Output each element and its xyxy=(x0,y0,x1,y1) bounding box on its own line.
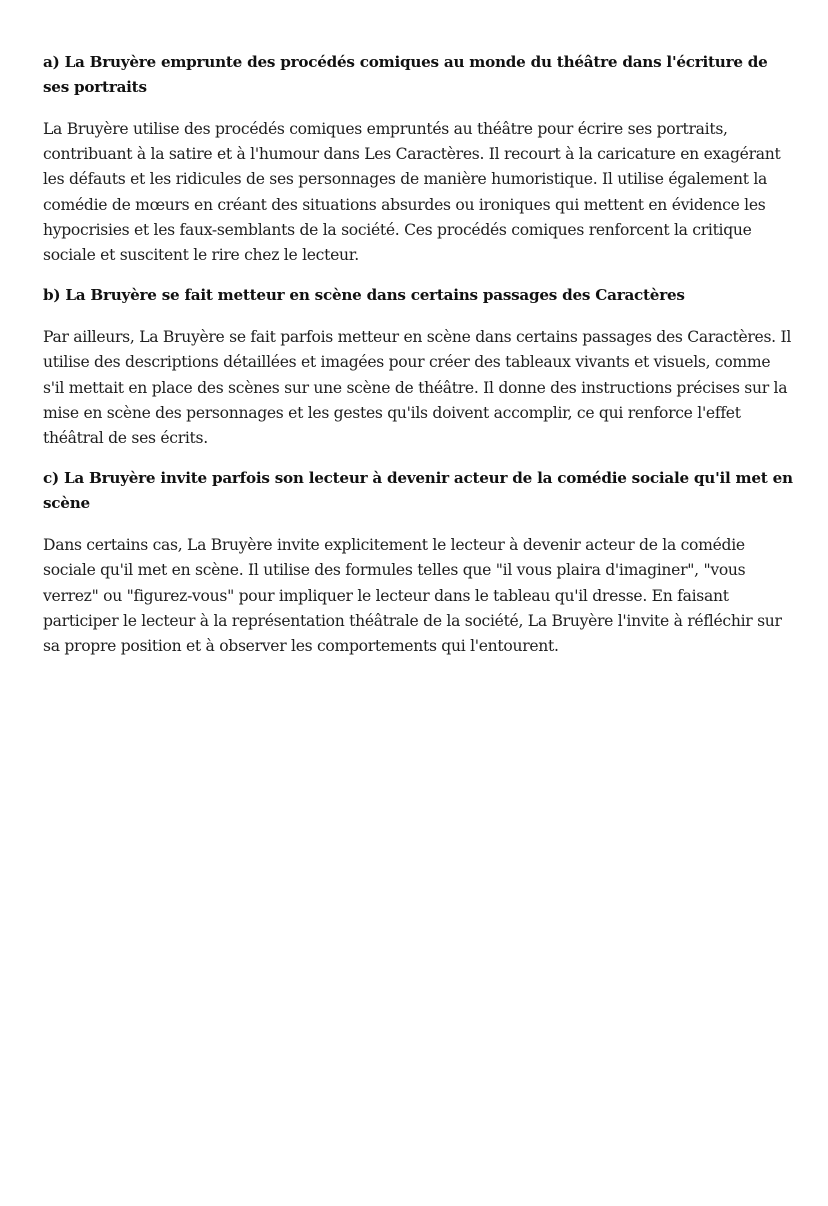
section-c-heading: c) La Bruyère invite parfois son lecteur à devenir acteur de la comédie sociale qu'il met en scène xyxy=(43,469,793,513)
document-page xyxy=(43,50,795,659)
section-a-paragraph: La Bruyère utilise des procédés comiques empruntés au théâtre pour écrire ses portraits, contribuant à la satire et à l'humour dans Les Caractères. Il recourt à la caricature en exagérant les défauts et les ridicules de ses personnages de manière humoristique. Il utilise également la comédie de mœurs en créant des situations absurdes ou ironiques qui mettent en évidence les hypocrisies et les faux-semblants de la société. Ces procédés comiques renforcent la critique sociale et suscitent le rire chez le lecteur. xyxy=(43,120,781,265)
section-a-heading: a) La Bruyère emprunte des procédés comiques au monde du théâtre dans l'écriture de ses portraits xyxy=(43,53,768,96)
section-b-heading: b) La Bruyère se fait metteur en scène dans certains passages des Caractères xyxy=(43,286,685,305)
section-b-paragraph: Par ailleurs, La Bruyère se fait parfois metteur en scène dans certains passages des Caractères. Il utilise des descriptions détaillées et imagées pour créer des tableaux vivants et visuels, comme s'il mettait en place des scènes sur une scène de théâtre. Il donne des instructions précises sur la mise en scène des personnages et les gestes qu'ils doivent accomplir, ce qui renforce l'effet théâtral de ses écrits. xyxy=(43,328,792,448)
section-c-paragraph: Dans certains cas, La Bruyère invite explicitement le lecteur à devenir acteur de la comédie sociale qu'il met en scène. Il utilise des formules telles que "il vous plaira d'imaginer", "vous verrez" ou "figurez-vous" pour impliquer le lecteur dans le tableau qu'il dresse. En faisant participer le lecteur à la représentation théâtrale de la société, La Bruyère l'invite à réfléchir sur sa propre position et à observer les comportements qui l'entourent. xyxy=(43,536,782,656)
